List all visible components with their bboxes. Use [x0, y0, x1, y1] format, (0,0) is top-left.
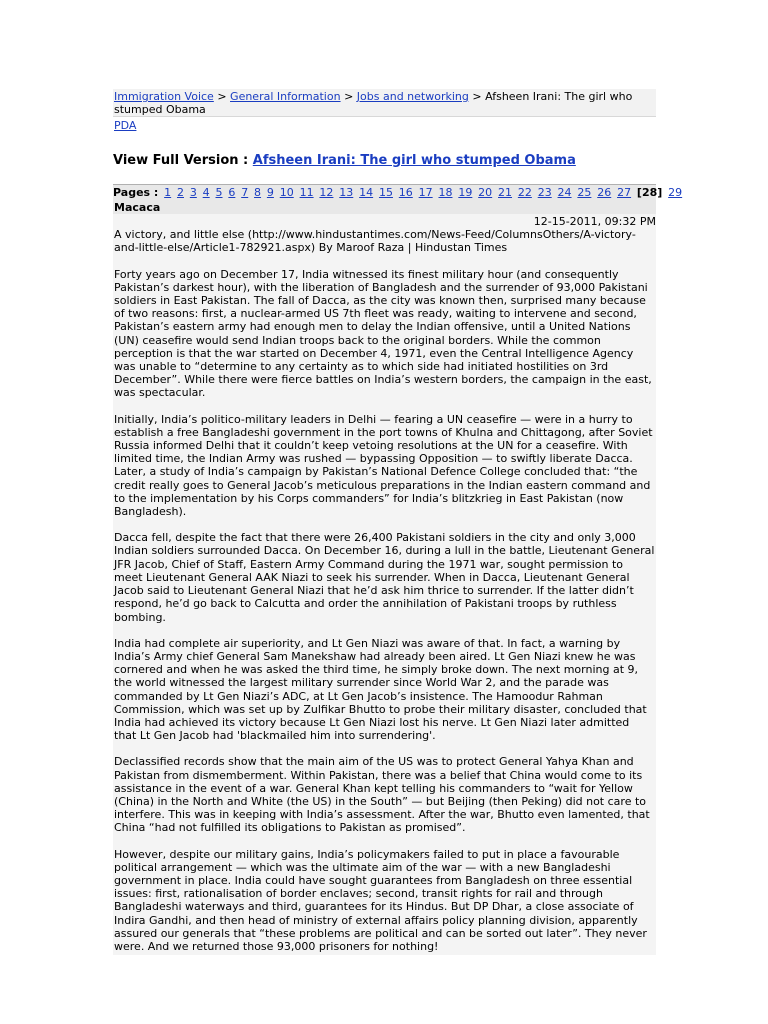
pagination-page-link[interactable]: 16 — [398, 185, 413, 199]
pagination-page-link[interactable]: 2 — [176, 185, 184, 199]
post — [113, 200, 656, 955]
pagination — [113, 184, 683, 200]
pagination-page-link[interactable]: 17 — [418, 185, 433, 199]
pagination-page-link[interactable]: 5 — [215, 185, 223, 199]
breadcrumb-separator: > — [468, 90, 486, 103]
pagination-links — [162, 186, 635, 199]
pagination-page-link[interactable]: 21 — [498, 185, 513, 199]
post-paragraph: India had complete air superiority, and Lt Gen Niazi was aware of that. In fact, a warning by India’s Army chief General Sam Manekshaw had already been aired. Lt Gen Niazi knew he was cornered and when he was asked the third time, he simply broke down. The next morning at 9, the world witnessed the largest military surrender since World War 2, and the parade was commanded by Lt Gen Niazi’s ADC, at Lt Gen Jacob’s insistence. The Hamoodur Rahman Commission, which was set up by Zulfikar Bhutto to probe their military disaster, concluded that India had achieved its victory because Lt Gen Niazi lost his nerve. Lt Gen Niazi later admitted that Lt Gen Jacob had 'blackmailed him into surrendering'. — [114, 636, 647, 743]
pagination-page-link[interactable]: 18 — [438, 185, 453, 199]
pagination-page-link[interactable]: 19 — [458, 185, 473, 199]
pagination-page-link[interactable]: 4 — [202, 185, 210, 199]
post-paragraph: Initially, India’s politico-military leaders in Delhi — fearing a UN ceasefire — were in a hurry to establish a free Bangladeshi government in the port towns of Khulna and Chittagong, after Soviet Russia informed Delhi that it couldn’t keep vetoing resolutions at the UN for a ceasefire. With limited time, the Indian Army was rushed — bypassing Opposition — to swiftly liberate Dacca. Later, a study of India’s campaign by Pakistan’s National Defence College concluded that: “the credit really goes to General Jacob’s meticulous preparations in the Indian eastern command and to the implementation by his Corps commanders” for India’s blitzkrieg in East Pakistan (now Bangladesh). — [114, 412, 653, 519]
post-body — [113, 228, 656, 955]
post-paragraph: However, despite our military gains, India’s policymakers failed to put in place a favourable political arrangement — which was the ultimate aim of the war — with a new Bangladeshi government in place. India could have sought guarantees from Bangladesh on three essential issues: first, rationalisation of border enclaves; second, transit rights for rail and through Bangladeshi waterways and third, guarantees for its Hindus. But DP Dhar, a close associate of Indira Gandhi, and then head of ministry of external affairs policy planning division, apparently assured our generals that “these problems are political and can be sorted out later”. They never were. And we returned those 93,000 prisoners for nothing! — [114, 847, 647, 953]
pagination-page-link[interactable]: 27 — [617, 185, 632, 199]
pagination-page-link[interactable]: 12 — [319, 185, 334, 199]
breadcrumb-link-jobs-networking[interactable]: Jobs and networking — [356, 90, 469, 103]
post-paragraph: Dacca fell, despite the fact that there were 26,400 Pakistani soldiers in the city and only 3,000 Indian soldiers surrounded Dacca. On December 16, during a lull in the battle, Lieutenant General JFR Jacob, Chief of Staff, Eastern Army Command during the 1971 war, sought permission to meet Lieutenant General AAK Niazi to seek his surrender. When in Dacca, Lieutenant General Jacob said to Lieutenant General Niazi that he’d ask him thrice to surrender. If the latter didn’t respond, he’d go back to Calcutta and order the annihilation of Pakistani troops by ruthless bombing. — [114, 531, 655, 624]
pagination-page-link[interactable]: 25 — [577, 185, 592, 199]
full-version-link[interactable]: Afsheen Irani: The girl who stumped Obama — [252, 152, 576, 168]
post-paragraph: A victory, and little else (http://www.hindustantimes.com/News-Feed/ColumnsOthers/A-victory-and-little-else/Article1-782921.aspx) By Maroof Raza | Hindustan Times — [114, 228, 636, 255]
pagination-page-link[interactable]: 6 — [228, 185, 236, 199]
pagination-page-link[interactable]: 10 — [279, 185, 294, 199]
pda-link[interactable]: PDA — [114, 119, 137, 133]
pagination-page-link[interactable]: 20 — [478, 185, 493, 199]
pagination-page-link[interactable]: 14 — [359, 185, 374, 199]
pda-row — [113, 117, 656, 134]
pagination-page-link[interactable]: 15 — [378, 185, 393, 199]
pagination-label: Pages : — [113, 185, 163, 199]
pagination-page-link[interactable]: 23 — [537, 185, 552, 199]
post-date: 12-15-2011, 09:32 PM — [533, 215, 656, 229]
pagination-current: [28] — [636, 185, 663, 199]
post-paragraph: Forty years ago on December 17, India witnessed its finest military hour (and consequently Pakistan’s darkest hour), with the liberation of Bangladesh and the surrender of 93,000 Pakistani soldiers in East Pakistan. The fall of Dacca, as the city was known then, surprised many because of two reasons: first, a nuclear-armed US 7th fleet was ready, waiting to intervene and second, Pakistan’s eastern army had enough men to delay the Indian offensive, until a United Nations (UN) ceasefire would send Indian troops back to the original borders. While the common perception is that the war started on December 4, 1971, even the Central Intelligence Agency was unable to “determine to any certainty as to which side had initiated hostilities on 3rd December”. While there were fierce battles on India’s western borders, the campaign in the east, was spectacular. — [114, 267, 652, 400]
pagination-next[interactable]: 29 — [668, 185, 683, 199]
page-title — [113, 153, 656, 169]
breadcrumb — [113, 89, 656, 117]
pagination-page-link[interactable]: 22 — [517, 185, 532, 199]
post-paragraph: Declassified records show that the main aim of the US was to protect General Yahya Khan and Pakistan from dismemberment. Within Pakistan, there was a belief that China would come to its assistance in the event of a war. General Khan kept telling his commanders to “wait for Yellow (China) in the North and White (the US) in the South” — but Beijing (then Peking) did not care to interfere. This was in keeping with India’s assessment. After the war, Bhutto even lamented, that China “had not fulfilled its obligations to Pakistan as promised”. — [114, 755, 650, 835]
post-author[interactable]: Macaca — [113, 200, 656, 214]
pagination-page-link[interactable]: 7 — [241, 185, 249, 199]
archive-page — [113, 89, 683, 955]
breadcrumb-link-immigration-voice[interactable]: Immigration Voice — [114, 90, 214, 103]
pagination-page-link[interactable]: 11 — [299, 185, 314, 199]
pagination-page-link[interactable]: 24 — [557, 185, 572, 199]
breadcrumb-separator: > — [340, 90, 357, 103]
breadcrumb-link-general-information[interactable]: General Information — [230, 90, 341, 103]
breadcrumb-separator: > — [213, 90, 231, 103]
full-version-prefix: View Full Version : — [113, 152, 253, 168]
pagination-page-link[interactable]: 3 — [189, 185, 197, 199]
pagination-page-link[interactable]: 13 — [339, 185, 354, 199]
pagination-page-link[interactable]: 1 — [164, 185, 172, 199]
pagination-page-link[interactable]: 26 — [597, 185, 612, 199]
pagination-page-link[interactable]: 9 — [266, 185, 274, 199]
breadcrumb-current: Afsheen Irani: The girl who stumped Obama — [114, 90, 633, 117]
pagination-page-link[interactable]: 8 — [254, 185, 262, 199]
